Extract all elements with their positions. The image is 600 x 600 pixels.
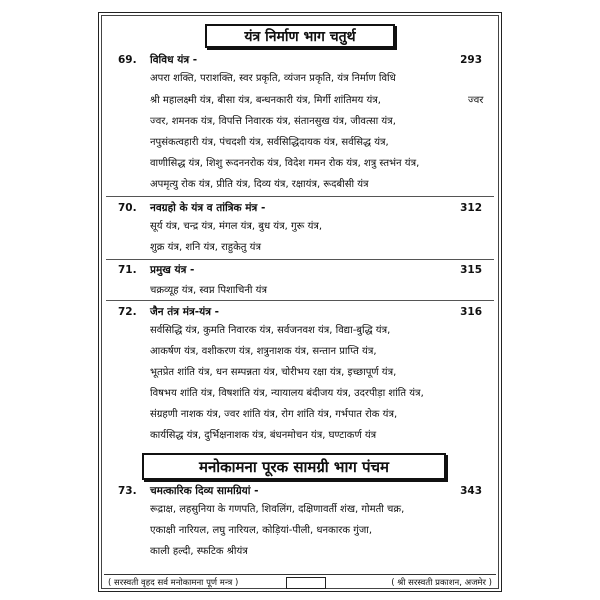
entry-subitems-line: सूर्य यंत्र, चन्द्र यंत्र, मंगल यंत्र, बुध यंत्र, गुरू यंत्र, (150, 221, 323, 232)
entry-subitems-line: सर्वसिद्धि यंत्र, कुमति निवारक यंत्र, सर्वजनवश यंत्र, विद्या-बुद्धि यंत्र, (150, 325, 391, 336)
entry-divider (106, 300, 494, 301)
entry-number: 70. (118, 202, 137, 214)
margin-note: ज्वर (468, 95, 484, 106)
entry-subitems-line: नपुसंकत्वहारी यंत्र, पंचदशी यंत्र, सर्वसिद्धिदायक यंत्र, सर्वसिद्ध यंत्र, (150, 137, 389, 148)
entry-subitems-line: भूतप्रेत शांति यंत्र, धन सम्पन्नता यंत्र, चोरीभय रक्षा यंत्र, इच्छापूर्ण यंत्र, (150, 367, 397, 378)
entry-divider (106, 196, 494, 197)
entry-page-number: 343 (460, 485, 482, 497)
entry-title: चमत्कारिक दिव्य सामग्रियां - (150, 485, 259, 497)
entry-title: जैन तंत्र मंत्र-यंत्र - (150, 306, 220, 318)
entry-subitems-line: अपरा शक्ति, पराशक्ति, स्वर प्रकृति, व्यंजन प्रकृति, यंत्र निर्माण विधि (150, 73, 396, 84)
entry-divider (106, 259, 494, 260)
footer-rule (104, 574, 496, 575)
entry-subitems-line: काली हल्दी, स्फटिक श्रीयंत्र (150, 546, 248, 557)
entry-page-number: 312 (460, 202, 482, 214)
entry-number: 73. (118, 485, 137, 497)
entry-title: विविध यंत्र - (150, 54, 198, 66)
entry-subitems-line: कार्यसिद्ध यंत्र, दुर्भिक्षनाशक यंत्र, बंधनमोचन यंत्र, घण्टाकर्ण यंत्र (150, 430, 377, 441)
section-title-part5: मनोकामना पूरक सामग्री भाग पंचम (142, 453, 446, 480)
entry-page-number: 316 (460, 306, 482, 318)
entry-subitems-line: एकाक्षी नारियल, लघु नारियल, कोड़ियां-पीली, धनकारक गुंजा, (150, 525, 373, 536)
footer-publisher: ( श्री सरस्वती प्रकाशन, अजमेर ) (391, 578, 492, 588)
entry-subitems-line: चक्रव्यूह यंत्र, स्वप्न पिशाचिनी यंत्र (150, 285, 267, 296)
entry-number: 71. (118, 264, 137, 276)
entry-number: 72. (118, 306, 137, 318)
entry-subitems-line: संग्रहणी नाशक यंत्र, ज्वर शांति यंत्र, रोग शांति यंत्र, गर्भपात रोक यंत्र, (150, 409, 398, 420)
entry-subitems-line: अपमृत्यु रोक यंत्र, प्रीति यंत्र, दिव्य यंत्र, रक्षायंत्र, रूदबीसी यंत्र (150, 179, 369, 190)
entry-title: नवग्रहो के यंत्र व तांत्रिक मंत्र - (150, 202, 266, 214)
entry-page-number: 293 (460, 54, 482, 66)
entry-subitems-line: ज्वर, शमनक यंत्र, विपत्ति निवारक यंत्र, संतानसुख यंत्र, जीवत्सा यंत्र, (150, 116, 396, 127)
entry-title: प्रमुख यंत्र - (150, 264, 195, 276)
entry-subitems-line: विषभय शांति यंत्र, विषशांति यंत्र, न्यायालय बंदीजय यंत्र, उदरपीड़ा शांति यंत्र, (150, 388, 424, 399)
entry-subitems-line: आकर्षण यंत्र, वशीकरण यंत्र, शत्रुनाशक यंत्र, सन्तान प्राप्ति यंत्र, (150, 346, 377, 357)
section-title-part4: यंत्र निर्माण भाग चतुर्थ (205, 24, 395, 48)
footer (104, 577, 496, 589)
page-number-box (286, 577, 326, 589)
entry-number: 69. (118, 54, 137, 66)
entry-subitems-line: श्री महालक्ष्मी यंत्र, बीसा यंत्र, बन्धनकारी यंत्र, मिर्गी शांतिमय यंत्र, (150, 95, 381, 106)
entry-subitems-line: रूद्राक्ष, लहसुनिया के गणपति, शिवलिंग, दक्षिणावर्ती शंख, गोमती चक्र, (150, 504, 405, 515)
footer-book-title: ( सरस्वती वृहद सर्व मनोकामना पूर्ण मन्त्र ) (108, 578, 239, 588)
entry-subitems-line: शुक्र यंत्र, शनि यंत्र, राहुकेतु यंत्र (150, 242, 262, 253)
entry-subitems-line: वाणीसिद्ध यंत्र, शिशु रूदननरोक यंत्र, विदेश गमन रोक यंत्र, शत्रु स्तभंन यंत्र, (150, 158, 420, 169)
entry-page-number: 315 (460, 264, 482, 276)
